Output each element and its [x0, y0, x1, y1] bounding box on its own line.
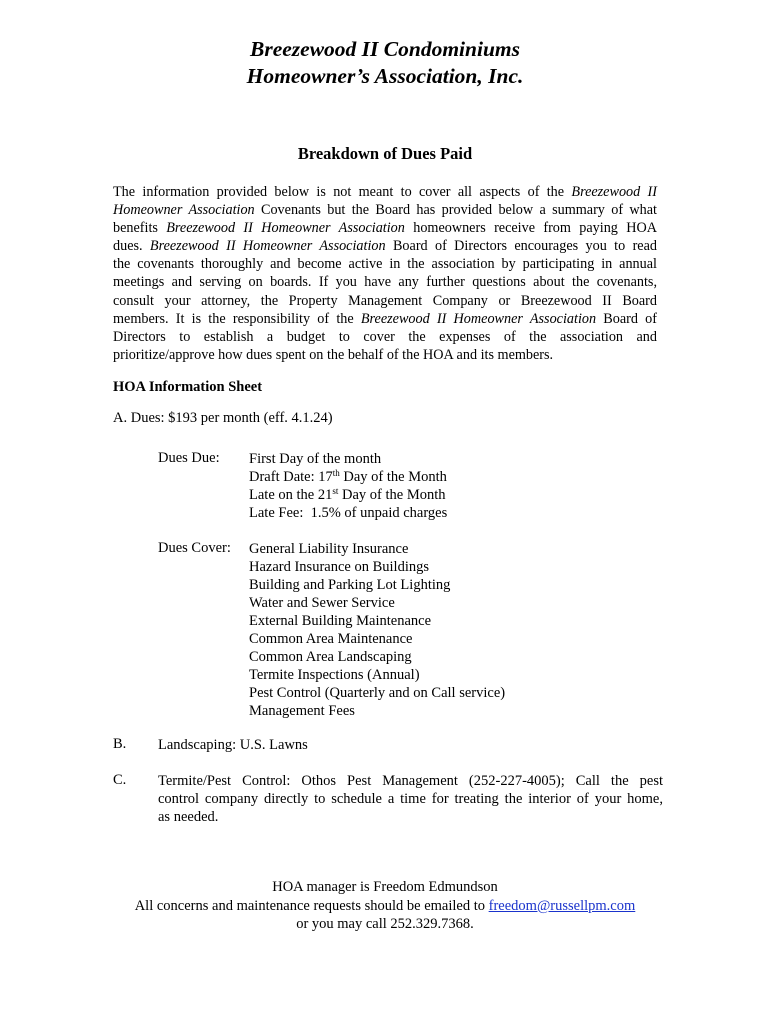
item-b-letter: B.: [113, 736, 127, 752]
dues-cover-list: [249, 540, 505, 720]
org-subtitle: Homeowner’s Association, Inc.: [246, 64, 524, 88]
email-link[interactable]: freedom@russellpm.com: [488, 897, 636, 914]
org-name-italic: Homeowner Association: [113, 202, 255, 219]
list-item: Termite Inspections (Annual): [249, 667, 420, 683]
section-title: Breakdown of Dues Paid: [297, 144, 473, 163]
org-title: Breezewood II Condominiums: [250, 37, 520, 61]
item-c-letter: C.: [113, 772, 127, 788]
pest-control-item: [158, 772, 663, 826]
list-item: Late on the 21st Day of the Month: [249, 486, 446, 503]
email-line: All concerns and maintenance requests should be emailed to freedom@russellpm.com: [134, 897, 636, 914]
list-item: Common Area Maintenance: [249, 631, 413, 647]
dues-cover-label: Dues Cover:: [158, 540, 231, 556]
intro-line: consult your attorney, the Property Management Company or Breezewood II Board: [113, 292, 657, 309]
list-item: Common Area Landscaping: [249, 649, 412, 665]
phone-line: or you may call 252.329.7368.: [296, 916, 474, 932]
intro-line: dues. Breezewood II Homeowner Association Board of Directors encourages you to read: [113, 238, 657, 255]
org-name-italic: Breezewood II: [571, 184, 657, 200]
pest-control-line: control company directly to schedule a time for treating the interior of your home,: [158, 791, 663, 807]
org-name-italic: Breezewood II Homeowner Association: [360, 310, 597, 327]
info-sheet-heading: HOA Information Sheet: [113, 379, 263, 395]
list-item: General Liability Insurance: [249, 541, 409, 557]
intro-paragraph: [113, 183, 657, 364]
intro-line: prioritize/approve how dues spent on the behalf of the HOA and its members.: [113, 346, 554, 363]
intro-line: benefits Breezewood II Homeowner Association homeowners receive from paying HOA: [113, 220, 657, 237]
list-item: Draft Date: 17th Day of the Month: [249, 468, 447, 485]
list-item: Water and Sewer Service: [249, 595, 395, 611]
list-item: Pest Control (Quarterly and on Call service): [249, 685, 506, 701]
manager-line: HOA manager is Freedom Edmundson: [272, 879, 498, 895]
intro-line: Homeowner Association Covenants but the Board has provided below a summary of what: [113, 202, 657, 219]
pest-control-line: as needed.: [158, 809, 219, 825]
dues-due-label: Dues Due:: [158, 450, 220, 466]
intro-line: the covenants thoroughly and become active in the association by participating in annual: [113, 256, 657, 273]
footer: [0, 878, 770, 934]
list-item: External Building Maintenance: [249, 613, 432, 629]
list-item: Management Fees: [249, 703, 355, 719]
intro-line: The information provided below is not meant to cover all aspects of the Breezewood II: [113, 184, 657, 200]
pest-control-line: Termite/Pest Control: Othos Pest Management (252-227-4005); Call the pest: [158, 773, 663, 789]
list-item: Building and Parking Lot Lighting: [249, 577, 451, 593]
intro-line: members. It is the responsibility of the Breezewood II Homeowner Association Board of: [113, 310, 657, 327]
landscaping-item: Landscaping: U.S. Lawns: [158, 737, 308, 753]
intro-line: Directors to establish a budget to cover the expenses of the association and: [113, 328, 657, 345]
list-item: Hazard Insurance on Buildings: [249, 559, 429, 575]
intro-line: meetings and serving on boards. If you have any further questions about the covenants,: [113, 274, 657, 291]
dues-amount-item: A. Dues: $193 per month (eff. 4.1.24): [113, 410, 333, 426]
list-item: Late Fee: 1.5% of unpaid charges: [249, 505, 448, 521]
org-name-italic: Breezewood II Homeowner Association: [149, 238, 386, 255]
list-item: First Day of the month: [249, 451, 382, 467]
org-name-italic: Breezewood II Homeowner Association: [166, 220, 405, 237]
dues-due-list: [249, 450, 447, 522]
